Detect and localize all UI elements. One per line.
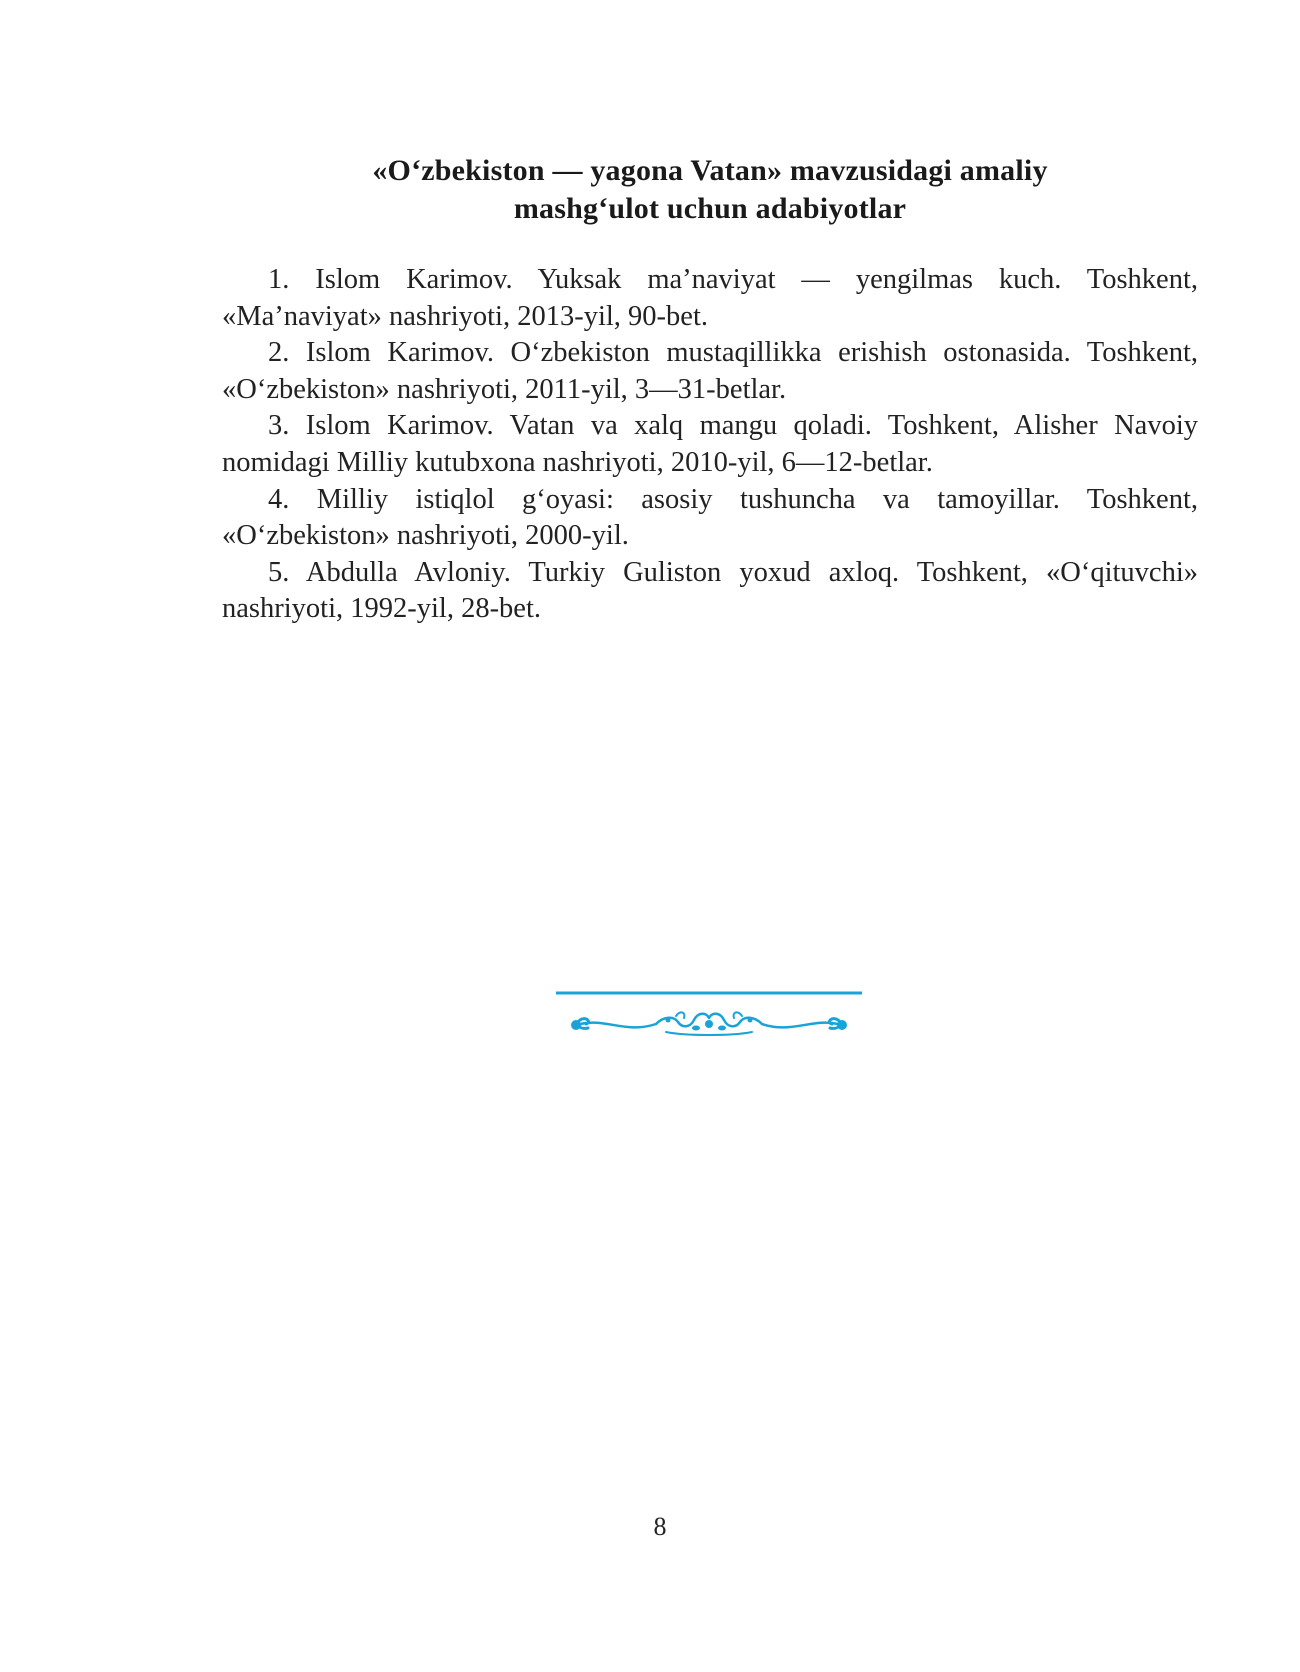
reference-item-3: 3. Islom Karimov. Vatan va xalq mangu qoladi. Toshkent, Alisher Navoiy nomidagi Milliy kutubxona nashriyoti, 2010-yil, 6—12-betlar. xyxy=(222,410,1198,478)
title-line-1: «O‘zbekiston — yagona Vatan» mavzusidagi amaliy xyxy=(372,154,1048,187)
reference-item-5: 5. Abdulla Avloniy. Turkiy Guliston yoxud axloq. Toshkent, «O‘qituvchi» nashriyoti, 1992-yil, 28-bet. xyxy=(222,556,1198,625)
decorative-flourish-icon xyxy=(556,990,862,1050)
title-line-2: mashg‘ulot uchun adabiyotlar xyxy=(513,192,907,225)
reference-item-4: 4. Milliy istiqlol g‘oyasi: asosiy tushuncha va tamoyillar. Toshkent, «O‘zbekiston» nashriyoti, 2000-yil. xyxy=(222,483,1198,552)
reference-list xyxy=(222,262,1198,628)
page-number: 8 xyxy=(653,1512,667,1541)
reference-item-2: 2. Islom Karimov. O‘zbekiston mustaqillikka erishish ostonasida. Toshkent, «O‘zbekiston» nashriyoti, 2011-yil, 3—31-betlar. xyxy=(222,337,1198,405)
page-title xyxy=(222,152,1198,228)
reference-item-1: 1. Islom Karimov. Yuksak ma’naviyat — yengilmas kuch. Toshkent, «Ma’naviyat» nashriyoti, 2013-yil, 90-bet. xyxy=(222,264,1198,332)
